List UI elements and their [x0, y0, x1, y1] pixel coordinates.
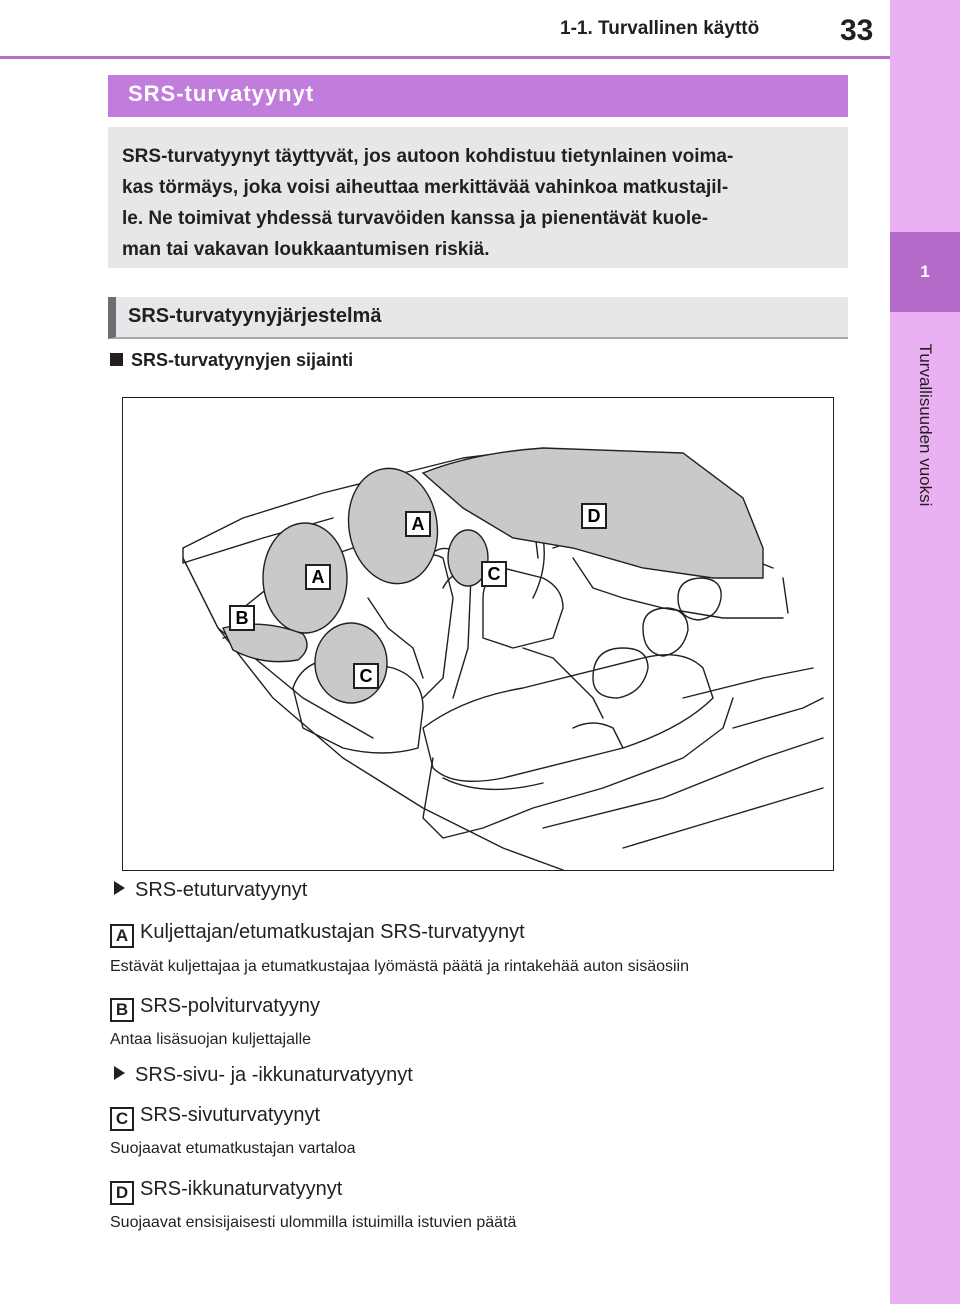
car-interior-illustration: [123, 398, 833, 870]
letter-badge-c: C: [110, 1107, 134, 1131]
figure-label-c-right: C: [487, 564, 501, 584]
subheading-bar: [108, 297, 848, 339]
header-divider: [0, 56, 890, 59]
subheading: SRS-turvatyynyjärjestelmä: [128, 305, 382, 327]
subsection-title: SRS-turvatyynyjen sijainti: [131, 350, 354, 370]
chapter-side-label: Turvallisuuden vuoksi: [916, 343, 935, 507]
item-b-title: SRS-polviturvatyyny: [140, 995, 321, 1017]
item-b: [110, 995, 320, 1022]
item-a: [110, 921, 525, 948]
figure-label-b: B: [235, 608, 249, 628]
letter-badge-d: D: [110, 1181, 134, 1205]
item-b-description: Antaa lisäsuojan kuljettajalle: [110, 1031, 312, 1048]
running-header: 1-1. Turvallinen käyttö: [560, 18, 760, 39]
item-c-description: Suojaavat etumatkustajan vartaloa: [110, 1140, 356, 1157]
chapter-side-tab: [890, 0, 960, 1304]
letter-badge-b: B: [110, 998, 134, 1022]
triangle-bullet-icon: [114, 1066, 125, 1080]
triangle-bullet-icon: [114, 881, 125, 895]
airbag-location-figure: [122, 397, 834, 871]
subsection-heading: [110, 350, 353, 371]
page-number: 33: [840, 14, 874, 47]
item-d-description: Suojaavat ensisijaisesti ulommilla istuimilla istuvien päätä: [110, 1214, 517, 1231]
figure-label-d: D: [587, 506, 601, 526]
group-heading-front: [110, 879, 307, 902]
section-title-bar: [108, 75, 848, 117]
intro-line: SRS-turvatyynyt täyttyvät, jos autoon kohdistuu tietynlainen voima-: [122, 146, 734, 167]
chapter-number-tab: 1: [890, 232, 960, 312]
letter-badge-a: A: [110, 924, 134, 948]
item-d: [110, 1178, 342, 1205]
group-label: SRS-etuturvatyynyt: [135, 879, 308, 901]
figure-label-c-left: C: [359, 666, 373, 686]
item-a-title: Kuljettajan/etumatkustajan SRS-turvatyynyt: [140, 921, 525, 943]
item-c-title: SRS-sivuturvatyynyt: [140, 1104, 321, 1126]
group-heading-side: [110, 1064, 413, 1087]
intro-box: [108, 127, 848, 268]
item-a-description: Estävät kuljettajaa ja etumatkustajaa lyömästä päätä ja rintakehää auton sisäosiin: [110, 958, 690, 975]
intro-line: le. Ne toimivat yhdessä turvavöiden kanssa ja pienentävät kuole-: [122, 208, 709, 229]
square-bullet-icon: [110, 353, 123, 366]
figure-label-a-upper: A: [411, 514, 425, 534]
section-title: SRS-turvatyynyt: [128, 81, 315, 106]
intro-line: kas törmäys, joka voisi aiheuttaa merkittävää vahinkoa matkustajil-: [122, 177, 729, 198]
item-c: [110, 1104, 320, 1131]
item-d-title: SRS-ikkunaturvatyynyt: [140, 1178, 343, 1200]
group-label: SRS-sivu- ja -ikkunaturvatyynyt: [135, 1064, 413, 1086]
intro-line: man tai vakavan loukkaantumisen riskiä.: [122, 239, 490, 260]
figure-label-a-lower: A: [311, 567, 325, 587]
